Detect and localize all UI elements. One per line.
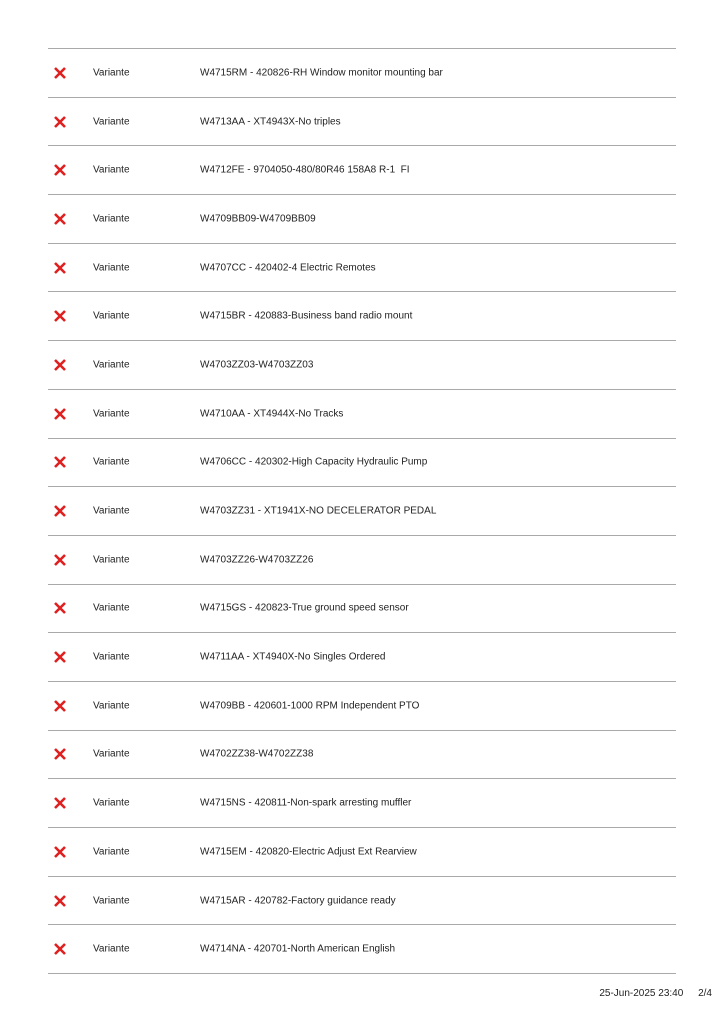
table-row [48,536,676,585]
row-type: Variante [93,943,130,955]
row-description: W4714NA - 420701-North American English [200,943,396,955]
x-mark-icon [53,747,67,761]
row-type: Variante [93,359,130,371]
table-row [48,877,676,926]
row-description: W4715AR - 420782-Factory guidance ready [200,895,396,907]
table-row [48,779,676,828]
row-type: Variante [93,554,130,566]
row-type: Variante [93,797,130,809]
x-mark-icon [53,650,67,664]
x-mark-icon [53,66,67,80]
table-row [48,146,676,195]
row-type: Variante [93,116,130,128]
row-type: Variante [93,213,130,225]
x-mark-icon [53,601,67,615]
table-row [48,439,676,488]
x-mark-icon [53,212,67,226]
x-mark-icon [53,699,67,713]
table-row [48,195,676,244]
page-number: 2/4 [698,988,712,999]
row-type: Variante [93,67,130,79]
row-type: Variante [93,505,130,517]
row-description: W4715GS - 420823-True ground speed sensor [200,602,409,614]
table-row [48,487,676,536]
row-description: W4710AA - XT4944X-No Tracks [200,408,344,420]
x-mark-icon [53,163,67,177]
x-mark-icon [53,407,67,421]
table-row [48,292,676,341]
row-description: W4709BB - 420601-1000 RPM Independent PTO [200,700,420,712]
x-mark-icon [53,358,67,372]
row-description: W4706CC - 420302-High Capacity Hydraulic Pump [200,456,428,468]
page-footer [599,988,712,999]
row-type: Variante [93,164,130,176]
table-row [48,828,676,877]
row-description: W4709BB09-W4709BB09 [200,213,316,225]
x-mark-icon [53,942,67,956]
variant-table [48,48,676,974]
x-mark-icon [53,553,67,567]
row-type: Variante [93,602,130,614]
table-row [48,731,676,780]
row-description: W4715NS - 420811-Non-spark arresting muffler [200,797,412,809]
x-mark-icon [53,455,67,469]
x-mark-icon [53,796,67,810]
row-description: W4713AA - XT4943X-No triples [200,116,341,128]
row-type: Variante [93,895,130,907]
row-type: Variante [93,748,130,760]
row-type: Variante [93,456,130,468]
table-row [48,633,676,682]
row-description: W4702ZZ38-W4702ZZ38 [200,748,314,760]
row-description: W4703ZZ26-W4703ZZ26 [200,554,314,566]
row-description: W4703ZZ31 - XT1941X-NO DECELERATOR PEDAL [200,505,437,517]
row-type: Variante [93,846,130,858]
row-type: Variante [93,262,130,274]
row-description: W4712FE - 9704050-480/80R46 158A8 R-1 FI [200,164,410,176]
row-description: W4715RM - 420826-RH Window monitor mounting bar [200,67,443,79]
x-mark-icon [53,309,67,323]
table-row [48,49,676,98]
x-mark-icon [53,115,67,129]
table-row [48,244,676,293]
x-mark-icon [53,504,67,518]
table-row [48,585,676,634]
row-description: W4707CC - 420402-4 Electric Remotes [200,262,376,274]
row-type: Variante [93,310,130,322]
table-row [48,682,676,731]
row-description: W4711AA - XT4940X-No Singles Ordered [200,651,386,663]
row-description: W4703ZZ03-W4703ZZ03 [200,359,314,371]
table-row [48,341,676,390]
x-mark-icon [53,845,67,859]
row-description: W4715BR - 420883-Business band radio mount [200,310,413,322]
x-mark-icon [53,894,67,908]
footer-timestamp: 25-Jun-2025 23:40 [599,988,684,999]
row-description: W4715EM - 420820-Electric Adjust Ext Rearview [200,846,417,858]
row-type: Variante [93,408,130,420]
row-type: Variante [93,700,130,712]
table-row [48,925,676,974]
row-type: Variante [93,651,130,663]
table-row [48,390,676,439]
table-row [48,98,676,147]
x-mark-icon [53,261,67,275]
